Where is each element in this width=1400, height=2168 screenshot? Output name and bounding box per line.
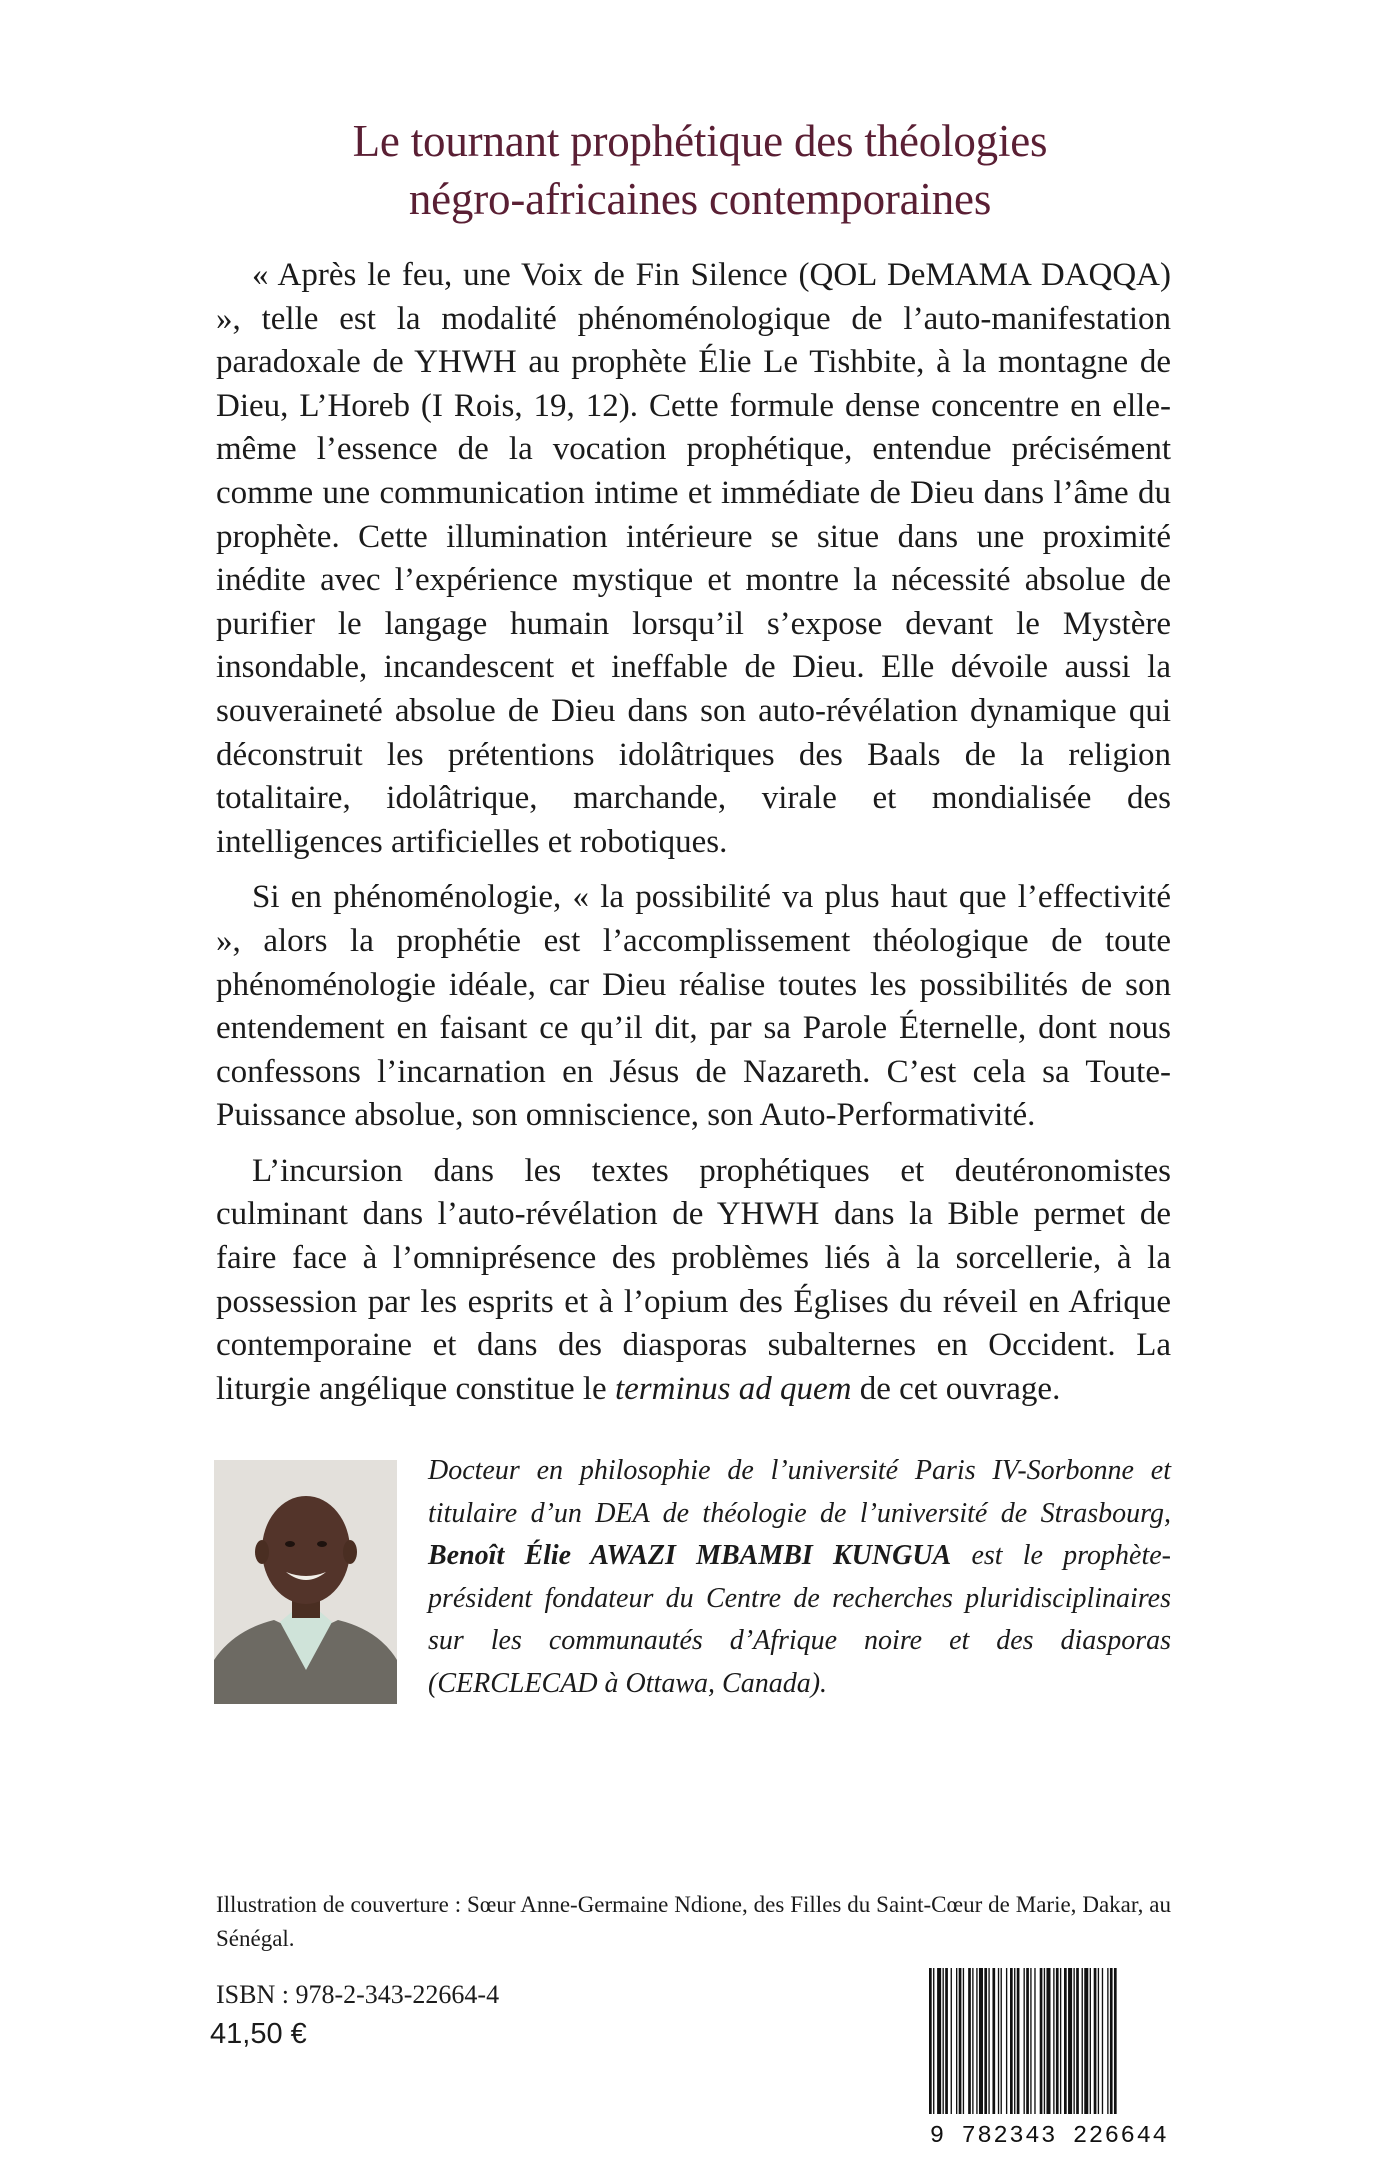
back-cover-summary: [216, 254, 1171, 1423]
author-photo: [214, 1460, 397, 1704]
author-biography: [428, 1450, 1171, 1705]
summary-paragraph-2: Si en phénoménologie, « la possibilité va plus haut que l’effectivité », alors la prophétie est l’accomplissement théologique de toute phénoménologie idéale, car Dieu réalise toutes les possibilités de son entendement en faisant ce qu’il dit, par sa Parole Éternelle, dont nous confessons l’incarnation en Jésus de Nazareth. C’est cela sa Toute-Puissance absolue, son omniscience, son Auto-Performativité.: [216, 879, 1171, 1134]
barcode-bar: [933, 1968, 934, 2114]
barcode-bar: [972, 1968, 973, 2114]
book-title: [200, 112, 1200, 228]
barcode-bar: [992, 1968, 995, 2114]
barcode-bar: [1014, 1968, 1015, 2114]
barcode-digits: 9 782343 226644: [929, 2123, 1169, 2148]
barcode-bar: [937, 1968, 941, 2114]
barcode-bar: [1040, 1968, 1043, 2114]
barcode-bar: [1114, 1968, 1117, 2114]
barcode-bar: [1056, 1968, 1059, 2114]
barcode-bar: [1044, 1968, 1045, 2114]
barcode-bars: [929, 1968, 1117, 2114]
barcode-bar: [1006, 1968, 1007, 2114]
isbn-label: ISBN : 978-2-343-22664-4: [216, 1980, 500, 2009]
barcode-bar: [1010, 1968, 1013, 2114]
barcode-bar: [1110, 1968, 1113, 2114]
p3-text-start: L’incursion dans les textes prophétiques et deutéronomistes culminant dans l’auto-révélation de YHWH dans la Bible permet de faire face à l’omniprésence des problèmes liés à la sorcellerie, à la possession par les esprits et à l’opium des Églises du réveil en Afrique contemporaine et dans des diasporas subalternes en Occident. La liturgie angélique constitue le: [216, 1152, 1171, 1407]
barcode-bar: [1098, 1968, 1099, 2114]
barcode-bar: [979, 1968, 983, 2114]
barcode-bar: [1060, 1968, 1061, 2114]
barcode-bar: [1084, 1968, 1088, 2114]
barcode-bar: [1102, 1968, 1103, 2114]
p3-text-end: de cet ouvrage.: [851, 1370, 1061, 1407]
barcode-bar: [945, 1968, 948, 2114]
barcode-bar: [1017, 1968, 1020, 2114]
barcode-bar: [1030, 1968, 1031, 2114]
barcode-bar: [959, 1968, 962, 2114]
barcode-bar: [1073, 1968, 1074, 2114]
barcode: [925, 1966, 1173, 2148]
barcode-bar: [929, 1968, 932, 2114]
barcode-bar: [984, 1968, 987, 2114]
barcode-bar: [1107, 1968, 1108, 2114]
summary-paragraph-1: « Après le feu, une Voix de Fin Silence (QOL DeMAMA DAQQA) », telle est la modalité phénoménologique de l’auto-manifestation paradoxale de YHWH au prophète Élie Le Tishbite, à la montagne de Dieu, L’Horeb (I Rois, 19, 12). Cette formule dense concentre en elle-même l’essence de la vocation prophétique, entendue précisément comme une communication intime et immédiate de Dieu dans l’âme du prophète. Cette illumination intérieure se situe dans une proximité inédite avec l’expérience mystique et montre la nécessité absolue de purifier le langage humain lorsqu’il s’expose devant le Mystère insondable, incandescent et ineffable de Dieu. Elle dévoile aussi la souveraineté absolue de Dieu dans son auto-révélation dynamique qui déconstruit les prétentions idolâtriques des Baals de la religion totalitaire, idolâtrique, marchande, virale et mondialisée des intelligences artificielles et robotiques.: [216, 257, 1171, 860]
title-line-2: négro-africaines contemporaines: [408, 174, 992, 224]
author-portrait-illustration: [214, 1460, 397, 1704]
barcode-bar: [968, 1968, 971, 2114]
barcode-bar: [951, 1968, 952, 2114]
bio-text-end: est le prophète-président fondateur du Centre de recherches pluridisciplinaires sur les communautés d’Afrique noire et des diasporas (CERCLECAD à Ottawa, Canada).: [428, 1540, 1171, 1699]
barcode-bar: [1094, 1968, 1097, 2114]
barcode-bar: [1026, 1968, 1029, 2114]
barcode-bar: [1064, 1968, 1067, 2114]
barcode-bar: [1090, 1968, 1091, 2114]
barcode-bar: [1001, 1968, 1002, 2114]
barcode-bar: [1082, 1968, 1083, 2114]
title-line-1: Le tournant prophétique des théologies: [352, 116, 1048, 166]
barcode-bar: [998, 1968, 999, 2114]
barcode-bar: [943, 1968, 944, 2114]
bio-text-start: Docteur en philosophie de l’université Paris IV-Sorbonne et titulaire d’un DEA de théologie de l’université de Strasbourg,: [428, 1455, 1171, 1529]
summary-paragraph-3: [216, 1150, 1171, 1412]
barcode-bar: [956, 1968, 957, 2114]
barcode-bar: [963, 1968, 964, 2114]
p3-italic-term: terminus ad quem: [614, 1370, 852, 1407]
barcode-bar: [1068, 1968, 1072, 2114]
barcode-bar: [1076, 1968, 1079, 2114]
barcode-bar: [1024, 1968, 1025, 2114]
barcode-bar: [1046, 1968, 1050, 2114]
barcode-bar: [988, 1968, 989, 2114]
barcode-bar: [1053, 1968, 1054, 2114]
barcode-bar: [976, 1968, 977, 2114]
cover-illustration-credit: Illustration de couverture : Sœur Anne-Germaine Ndione, des Filles du Saint-Cœur de Marie, Dakar, au Sénégal.: [216, 1892, 1171, 1951]
author-name: Benoît Élie AWAZI MBAMBI KUNGUA: [428, 1540, 952, 1571]
barcode-bar: [1034, 1968, 1035, 2114]
price-label: 41,50 €: [210, 2018, 307, 2050]
